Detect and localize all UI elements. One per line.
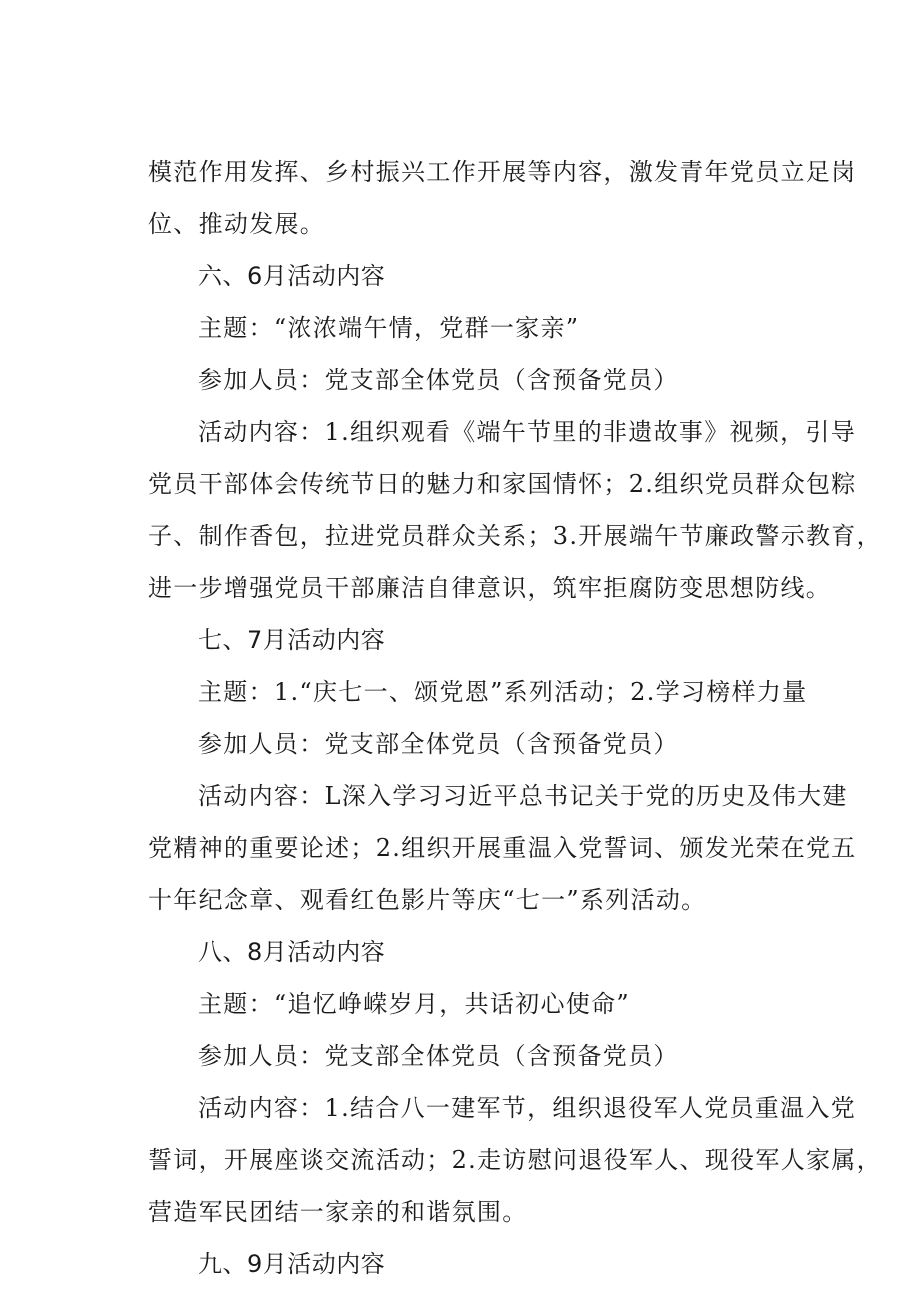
section-content-line: 十年纪念章、观看红色影片等庆“七一”系列活动。 <box>148 886 707 914</box>
section-participants: 参加人员：党支部全体党员（含预备党员） <box>198 1042 679 1070</box>
section-theme: 主题：“浓浓端午情，党群一家亲” <box>198 314 580 342</box>
section-heading-august: 八、8月活动内容 <box>198 938 386 966</box>
section-content-line: 党精神的重要论述；2.组织开展重温入党誓词、颁发光荣在党五 <box>148 834 857 862</box>
section-theme: 主题：“追忆峥嵘岁月，共话初心使命” <box>198 990 630 1018</box>
section-content-line: 活动内容：1.组织观看《端午节里的非遗故事》视频，引导 <box>198 418 856 446</box>
section-participants: 参加人员：党支部全体党员（含预备党员） <box>198 730 679 758</box>
paragraph-line: 位、推动发展。 <box>148 210 326 238</box>
paragraph-line: 模范作用发挥、乡村振兴工作开展等内容，激发青年党员立足岗 <box>148 158 857 186</box>
section-content-line: 誓词，开展座谈交流活动；2.走访慰问退役军人、现役军人家属， <box>148 1146 882 1174</box>
section-theme: 主题：1.“庆七一、颂党恩”系列活动；2.学习榜样力量 <box>198 678 808 706</box>
section-heading-july: 七、7月活动内容 <box>198 626 386 654</box>
section-content-line: 活动内容：1.结合八一建军节，组织退役军人党员重温入党 <box>198 1094 856 1122</box>
document-page <box>148 146 882 1290</box>
section-content-line: 子、制作香包，拉进党员群众关系；3.开展端午节廉政警示教育， <box>148 522 882 550</box>
section-content-line: 营造军民团结一家亲的和谐氛围。 <box>148 1198 528 1226</box>
section-heading-september: 九、9月活动内容 <box>198 1250 386 1278</box>
section-participants: 参加人员：党支部全体党员（含预备党员） <box>198 366 679 394</box>
section-content-line: 党员干部体会传统节日的魅力和家国情怀；2.组织党员群众包粽 <box>148 470 857 498</box>
section-content-line: 活动内容：L深入学习习近平总书记关于党的历史及伟大建 <box>198 782 848 810</box>
section-heading-june: 六、6月活动内容 <box>198 262 386 290</box>
section-content-line: 进一步增强党员干部廉洁自律意识，筑牢拒腐防变思想防线。 <box>148 574 832 602</box>
